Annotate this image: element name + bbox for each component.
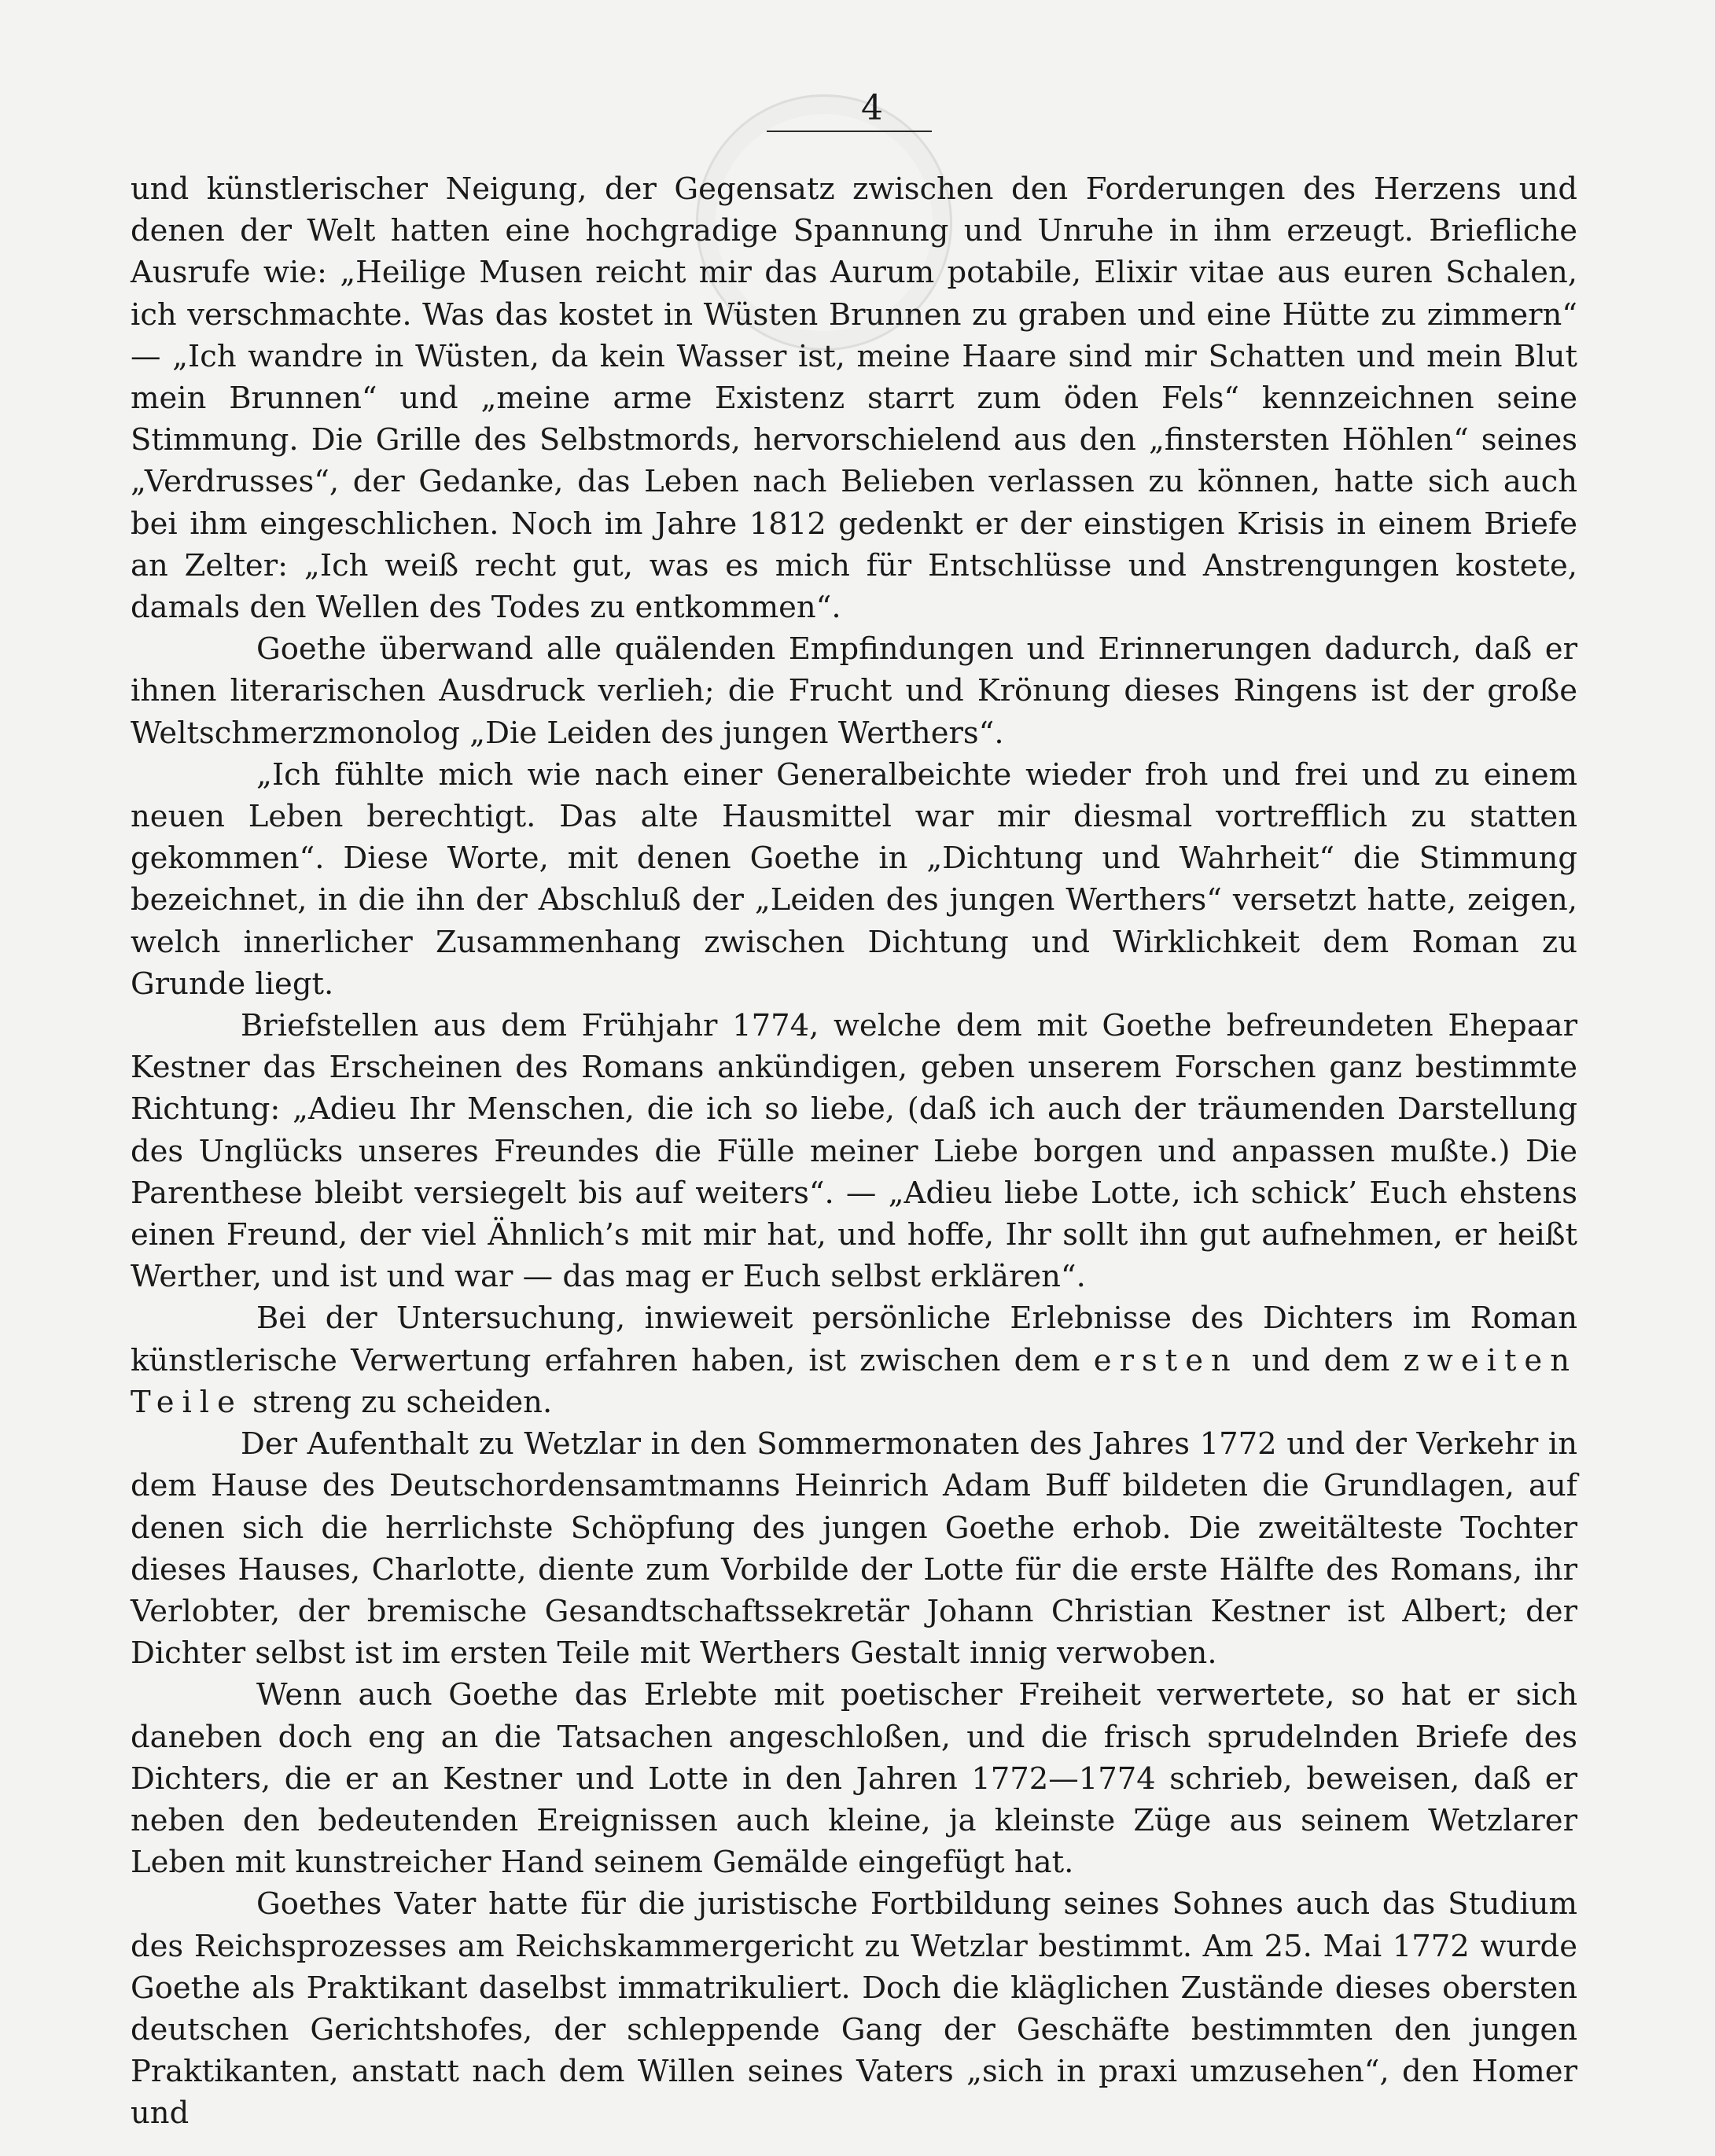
paragraph-4: Briefstellen aus dem Frühjahr 1774, welche dem mit Goethe befreundeten Ehepaar Kestner das Erscheinen des Romans ankündigen, geben unserem Forschen ganz bestimmte Richtung: „Adieu Ihr Menschen, die ich so liebe, (daß ich auch der träumenden Darstellung des Unglücks unseres Freundes die Fülle meiner Liebe borgen und anpassen mußte.) Die Parenthese bleibt versiegelt bis auf weiters“. — „Adieu liebe Lotte, ich schick’ Euch ehstens einen Freund, der viel Ähnlich’s mit mir hat, und hoffe, Ihr sollt ihn gut aufnehmen, er heißt Werther, und ist und war — das mag er Euch selbst erklären“.	[131, 1008, 1577, 1295]
paragraph-7: Wenn auch Goethe das Erlebte mit poetischer Freiheit verwertete, so hat er sich daneben doch eng an die Tatsachen angeschloßen, und die frisch sprudelnden Briefe des Dichters, die er an Kestner und Lotte in den Jahren 1772—1774 schrieb, beweisen, daß er neben den bedeutenden Ereignissen auch kleine, ja kleinste Züge aus seinem Wetzlarer Leben mit kunstreicher Hand seinem Gemälde eingefügt hat.	[131, 1677, 1577, 1881]
paragraph-1: und künstlerischer Neigung, der Gegensatz zwischen den Forderungen des Herzens und denen der Welt hatten eine hochgradige Spannung und Unruhe in ihm erzeugt. Briefliche Ausrufe wie: „Heilige Musen reicht mir das Aurum potabile, Elixir vitae aus euren Schalen, ich verschmachte. Was das kostet in Wüsten Brunnen zu graben und eine Hütte zu zimmern“ — „Ich wandre in Wüsten, da kein Wasser ist, meine Haare sind mir Schatten und mein Blut mein Brunnen“ und „meine arme Existenz starrt zum öden Fels“ kennzeichnen seine Stimmung. Die Grille des Selbstmords, hervorschielend aus den „finstersten Höhlen“ seines „Verdrusses“, der Gedanke, das Leben nach Belieben verlassen zu können, hatte sich auch bei ihm eingeschlichen. Noch im Jahre 1812 gedenkt er der einstigen Krisis in einem Briefe an Zelter: „Ich weiß recht gut, was es mich für Entschlüsse und Anstrengungen kostete, damals den Wellen des Todes zu entkommen“.	[131, 171, 1577, 626]
page-number-rule	[767, 131, 932, 132]
paragraph-5-before: Bei der Untersuchung, inwieweit persönliche Erlebnisse des Dichters im Roman künstlerische Verwertung erfahren haben, ist zwischen dem	[131, 1301, 1577, 1378]
page-number: 4	[861, 88, 885, 128]
paragraph-5	[131, 1297, 1577, 1423]
paragraph-2: Goethe überwand alle quälenden Empfindungen und Erinnerungen dadurch, daß er ihnen literarischen Ausdruck verlieh; die Frucht und Krönung dieses Ringens ist der große Weltschmerzmonolog „Die Leiden des jungen Werthers“.	[131, 631, 1577, 751]
paragraph-5-middle: und dem	[1238, 1342, 1404, 1378]
paragraph-6: Der Aufenthalt zu Wetzlar in den Sommermonaten des Jahres 1772 und der Verkehr in dem Hause des Deutschordensamtmanns Heinrich Adam Buff bildeten die Grundlagen, auf denen sich die herrlichste Schöpfung des jungen Goethe erhob. Die zweitälteste Tochter dieses Hauses, Charlotte, diente zum Vorbilde der Lotte für die erste Hälfte des Romans, ihr Verlobter, der bremische Gesandtschaftssekretär Johann Christian Kestner ist Albert; der Dichter selbst ist im ersten Teile mit Werthers Gestalt innig verwoben.	[131, 1426, 1577, 1672]
paragraph-8: Goethes Vater hatte für die juristische Fortbildung seines Sohnes auch das Studium des Reichsprozesses am Reichskammergericht zu Wetzlar bestimmt. Am 25. Mai 1772 wurde Goethe als Praktikant daselbst immatrikuliert. Doch die kläglichen Zustände dieses obersten deutschen Gerichtshofes, der schleppende Gang der Geschäfte bestimmten den jungen Praktikanten, anstatt nach dem Willen seines Vaters „sich in praxi umzusehen“, den Homer und	[131, 1886, 1577, 2132]
paragraph-3: „Ich fühlte mich wie nach einer Generalbeichte wieder froh und frei und zu einem neuen Leben berechtigt. Das alte Hausmittel war mir diesmal vortrefflich zu statten gekommen“. Diese Worte, mit denen Goethe in „Dichtung und Wahrheit“ die Stimmung bezeichnet, in die ihn der Abschluß der „Leiden des jungen Werthers“ versetzt hatte, zeigen, welch innerlicher Zusammenhang zwischen Dichtung und Wirklichkeit dem Roman zu Grunde liegt.	[131, 756, 1577, 1002]
emphasis-zweiten-teile: zweiten Teile	[131, 1342, 1578, 1420]
body-text	[131, 168, 1577, 2135]
paragraph-5-after: streng zu scheiden.	[242, 1384, 553, 1420]
emphasis-ersten: ersten	[1093, 1342, 1238, 1378]
